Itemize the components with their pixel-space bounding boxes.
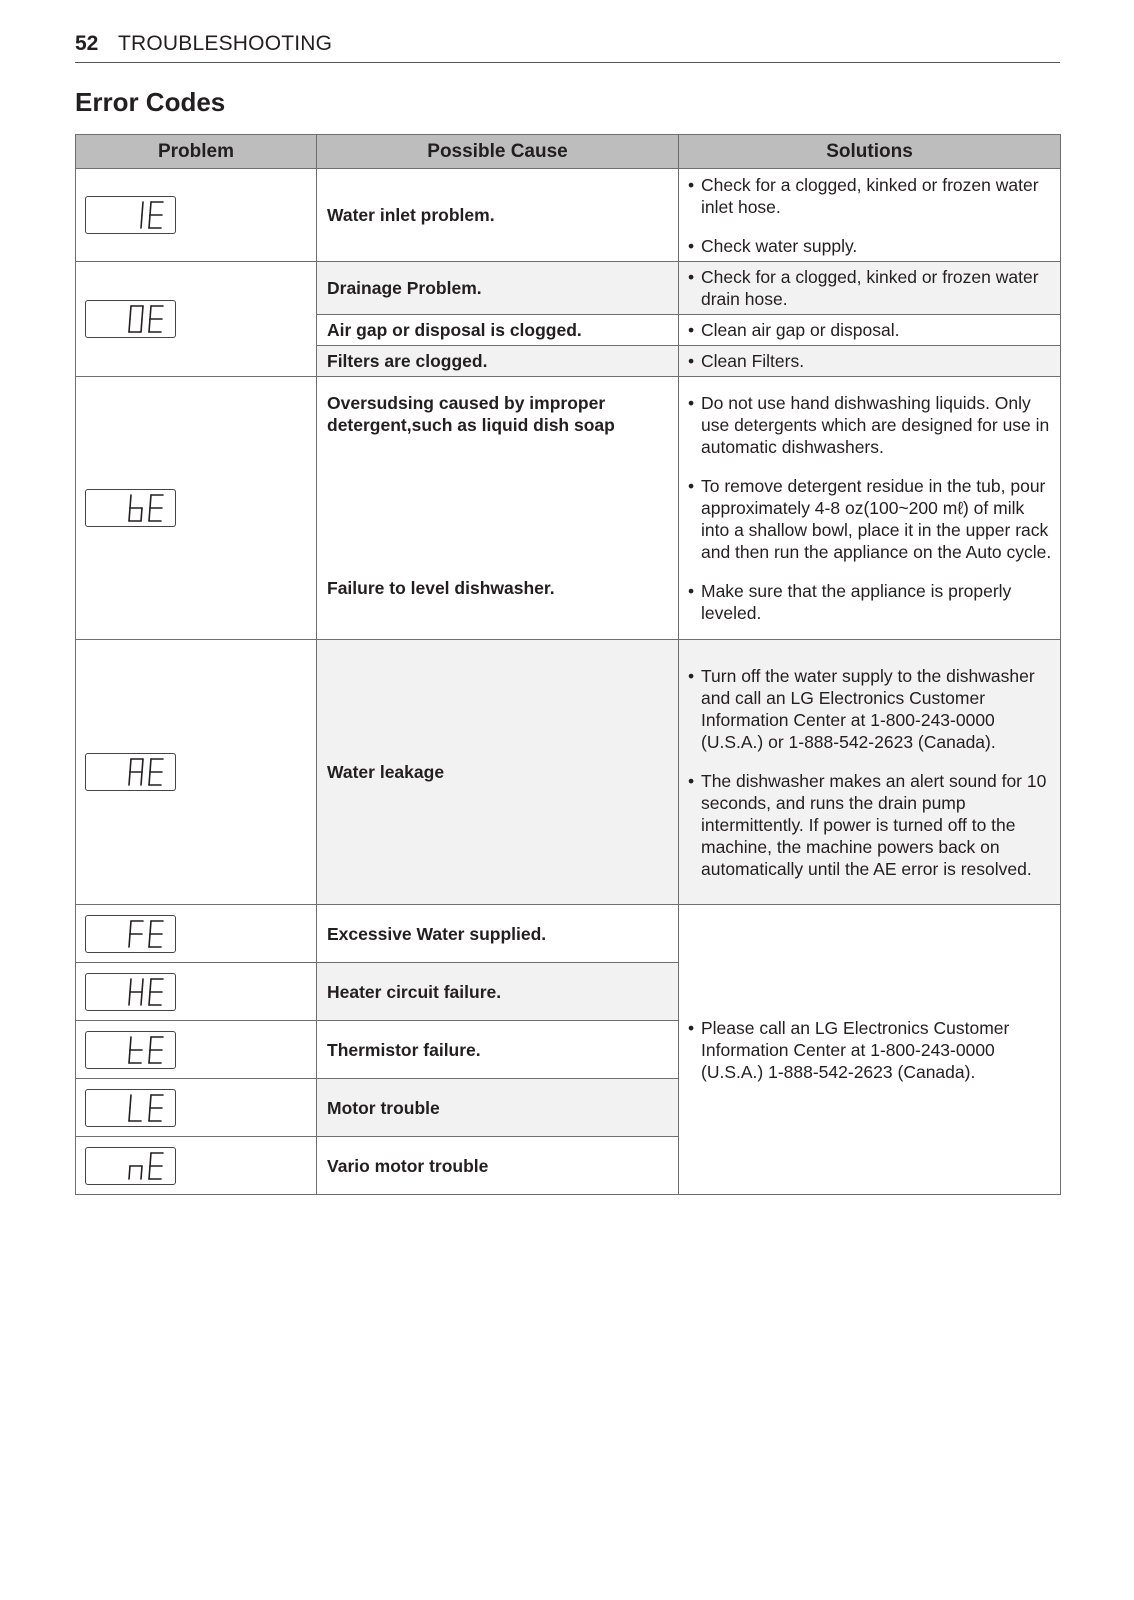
lcd-segment [129, 319, 130, 332]
section-title: TROUBLESHOOTING [118, 32, 333, 55]
lcd-segment [150, 202, 151, 215]
lcd-segment [142, 306, 143, 319]
cause-cell: Thermistor failure. [317, 1021, 679, 1079]
lcd-display-icon [85, 1089, 176, 1127]
solution-cell [679, 169, 1061, 262]
lcd-segment [130, 1095, 131, 1108]
lcd-glyphs [126, 305, 170, 335]
table-row [76, 905, 1061, 963]
cause-cell: Water leakage [317, 640, 679, 905]
lcd-segment [150, 1153, 151, 1166]
problem-cell [76, 640, 317, 905]
solution-item: • Check water supply. [687, 235, 1052, 257]
lcd-glyphs [126, 1152, 170, 1182]
page-header [75, 32, 1060, 63]
problem-cell [76, 963, 317, 1021]
solution-cell [679, 346, 1061, 377]
lcd-segment [129, 992, 130, 1005]
lcd-glyphs [126, 920, 170, 950]
cause-text: Oversudsing caused by improper detergent,such as liquid dish soap [327, 393, 615, 435]
lcd-glyphs [126, 978, 170, 1008]
solution-item: • Check for a clogged, kinked or frozen water drain hose. [687, 266, 1052, 310]
lcd-segment [130, 306, 131, 319]
cause-cell: Heater circuit failure. [317, 963, 679, 1021]
lcd-segment [150, 495, 151, 508]
lcd-display-icon [85, 753, 176, 791]
cause-cell: Air gap or disposal is clogged. [317, 315, 679, 346]
lcd-segment [150, 1095, 151, 1108]
problem-cell [76, 1021, 317, 1079]
solution-item: • Check for a clogged, kinked or frozen water inlet hose. [687, 174, 1052, 218]
cause-cell: Excessive Water supplied. [317, 905, 679, 963]
cause-cell [317, 377, 679, 640]
lcd-segment [141, 319, 142, 332]
lcd-segment [149, 215, 150, 228]
lcd-segment [141, 508, 142, 521]
lcd-segment [129, 1108, 130, 1121]
solution-cell [679, 262, 1061, 315]
lcd-segment [141, 772, 142, 785]
solution-cell [679, 315, 1061, 346]
page-title: Error Codes [75, 87, 226, 117]
solution-item: • To remove detergent residue in the tub, pour approximately 4-8 oz(100~200 mℓ) of milk into a shallow bowl, place it in the upper rack and then run the appliance on the Auto cycle. [687, 475, 1052, 563]
cause-cell: Vario motor trouble [317, 1137, 679, 1195]
lcd-segment [129, 772, 130, 785]
lcd-glyphs [126, 758, 170, 788]
cause-cell: Drainage Problem. [317, 262, 679, 315]
lcd-segment [150, 921, 151, 934]
lcd-segment [149, 1108, 150, 1121]
lcd-segment [141, 215, 142, 228]
cause-text: Failure to level dishwasher. [327, 578, 555, 598]
solution-cell [679, 640, 1061, 905]
lcd-segment [130, 495, 131, 508]
solution-item: • The dishwasher makes an alert sound for 10 seconds, and runs the drain pump intermittently. If power is turned off to the machine, the machine powers back on automatically until the AE error is resolved. [687, 770, 1052, 880]
lcd-segment [150, 306, 151, 319]
lcd-segment [149, 508, 150, 521]
lcd-display-icon [85, 915, 176, 953]
solution-item: • Please call an LG Electronics Customer Information Center at 1-800-243-0000 (U.S.A.) 1-888-542-2623 (Canada). [687, 1017, 1052, 1083]
lcd-segment [129, 1166, 130, 1179]
solution-cell [679, 377, 1061, 640]
problem-cell [76, 1137, 317, 1195]
problem-cell [76, 905, 317, 963]
cause-cell: Water inlet problem. [317, 169, 679, 262]
solution-item: • Make sure that the appliance is properly leveled. [687, 580, 1052, 624]
lcd-display-icon [85, 196, 176, 234]
page-number: 52 [75, 32, 99, 55]
lcd-segment [150, 1037, 151, 1050]
lcd-display-icon [85, 300, 176, 338]
lcd-segment [130, 921, 131, 934]
lcd-segment [130, 1037, 131, 1050]
lcd-segment [129, 508, 130, 521]
solution-item: • Turn off the water supply to the dishwasher and call an LG Electronics Customer Information Center at 1-800-243-0000 (U.S.A.) or 1-888-542-2623 (Canada). [687, 665, 1052, 753]
cause-cell: Motor trouble [317, 1079, 679, 1137]
lcd-segment [150, 979, 151, 992]
lcd-segment [149, 934, 150, 947]
lcd-segment [150, 759, 151, 772]
lcd-segment [130, 979, 131, 992]
table-row [76, 169, 1061, 262]
lcd-display-icon [85, 1031, 176, 1069]
lcd-segment [130, 759, 131, 772]
table-row [76, 262, 1061, 315]
lcd-display-icon [85, 1147, 176, 1185]
lcd-segment [129, 1050, 130, 1063]
solution-cell [679, 905, 1061, 1195]
table-row [76, 640, 1061, 905]
lcd-segment [149, 772, 150, 785]
lcd-segment [149, 992, 150, 1005]
problem-cell [76, 1079, 317, 1137]
lcd-segment [141, 1166, 142, 1179]
problem-cell [76, 377, 317, 640]
lcd-segment [142, 759, 143, 772]
column-header-problem: Problem [76, 135, 317, 169]
lcd-segment [142, 979, 143, 992]
lcd-display-icon [85, 489, 176, 527]
lcd-glyphs [126, 1036, 170, 1066]
problem-cell [76, 169, 317, 262]
table-header-row [76, 135, 1061, 169]
lcd-display-icon [85, 973, 176, 1011]
lcd-segment [149, 319, 150, 332]
lcd-segment [149, 1166, 150, 1179]
lcd-glyphs [126, 494, 170, 524]
lcd-segment [129, 934, 130, 947]
cause-cell: Filters are clogged. [317, 346, 679, 377]
lcd-glyphs [126, 1094, 170, 1124]
solution-item: • Do not use hand dishwashing liquids. Only use detergents which are designed for use in automatic dishwashers. [687, 392, 1052, 458]
column-header-solutions: Solutions [679, 135, 1061, 169]
lcd-segment [141, 992, 142, 1005]
error-codes-table [75, 134, 1061, 1195]
problem-cell [76, 262, 317, 377]
solution-item: • Clean Filters. [687, 350, 1052, 372]
table-row [76, 377, 1061, 640]
solution-item: • Clean air gap or disposal. [687, 319, 1052, 341]
lcd-segment [142, 202, 143, 215]
lcd-segment [149, 1050, 150, 1063]
column-header-cause: Possible Cause [317, 135, 679, 169]
lcd-glyphs [126, 201, 170, 231]
